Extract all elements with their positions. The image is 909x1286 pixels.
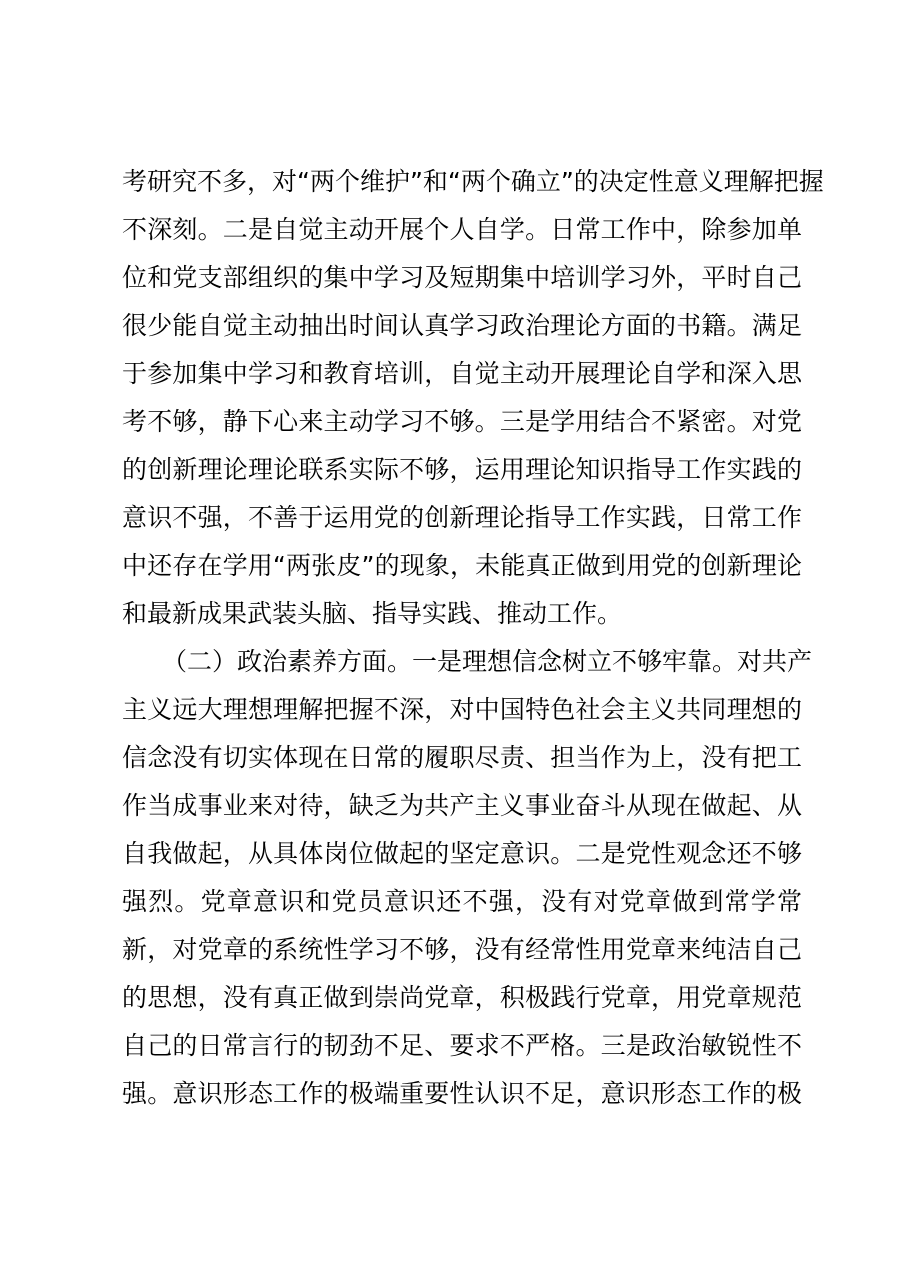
text-line: 强。意识形态工作的极端重要性认识不足，意识形态工作的极 <box>122 1079 802 1108</box>
text-line: 意识不强，不善于运用党的创新理论指导工作实践，日常工作 <box>122 503 802 532</box>
text-line: 不深刻。二是自觉主动开展个人自学。日常工作中，除参加单 <box>122 215 802 244</box>
text-line: 信念没有切实体现在日常的履职尽责、担当作为上，没有把工 <box>122 743 802 772</box>
text-line: 自我做起，从具体岗位做起的坚定意识。二是党性观念还不够 <box>122 839 802 868</box>
text-line: 考不够，静下心来主动学习不够。三是学用结合不紧密。对党 <box>122 407 802 436</box>
text-line: 自己的日常言行的韧劲不足、要求不严格。三是政治敏锐性不 <box>122 1031 802 1060</box>
text-line: 考研究不多，对“两个维护”和“两个确立”的决定性意义理解把握 <box>122 167 824 196</box>
text-line: 强烈。党章意识和党员意识还不强，没有对党章做到常学常 <box>122 887 802 916</box>
text-line: 位和党支部组织的集中学习及短期集中培训学习外，平时自己 <box>122 263 802 292</box>
section-heading-line: （二）政治素养方面。一是理想信念树立不够牢靠。对共产 <box>162 647 813 676</box>
text-line: 于参加集中学习和教育培训，自觉主动开展理论自学和深入思 <box>122 359 802 388</box>
text-line: 中还存在学用“两张皮”的现象，未能真正做到用党的创新理论 <box>122 551 802 580</box>
text-line: 主义远大理想理解把握不深，对中国特色社会主义共同理想的 <box>122 695 802 724</box>
text-line: 的创新理论理论联系实际不够，运用理论知识指导工作实践的 <box>122 455 802 484</box>
text-line: 的思想，没有真正做到崇尚党章，积极践行党章，用党章规范 <box>122 983 802 1012</box>
text-line: 新，对党章的系统性学习不够，没有经常性用党章来纯洁自己 <box>122 935 802 964</box>
text-line: 作当成事业来对待，缺乏为共产主义事业奋斗从现在做起、从 <box>122 791 802 820</box>
text-line: 很少能自觉主动抽出时间认真学习政治理论方面的书籍。满足 <box>122 311 802 340</box>
text-line: 和最新成果武装头脑、指导实践、推动工作。 <box>122 599 623 628</box>
document-body <box>122 158 824 1118</box>
